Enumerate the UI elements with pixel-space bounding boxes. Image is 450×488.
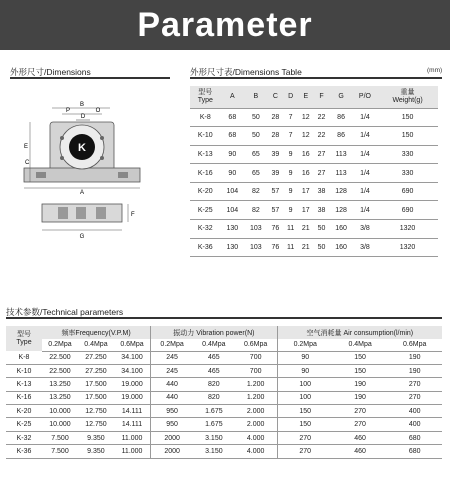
table-cell: 150 <box>333 351 388 364</box>
table-cell: 86 <box>329 127 353 146</box>
tech-group-frequency: 频率Frequency(V.P.M) <box>61 329 131 337</box>
label-G: G <box>79 234 85 240</box>
dim-col-header-en: C <box>272 92 278 100</box>
dim-col-header-5 <box>298 86 314 108</box>
table-cell: 16 <box>298 145 314 164</box>
table-cell: 270 <box>333 418 388 431</box>
table-cell: 160 <box>329 238 353 257</box>
dim-col-header-8 <box>353 86 377 108</box>
table-cell: 820 <box>193 378 235 391</box>
table-cell: 1320 <box>377 238 438 257</box>
table-cell: K-10 <box>6 364 42 377</box>
label-D: D <box>80 114 86 120</box>
dim-col-header-cn: 重量 <box>400 89 415 97</box>
dim-table-heading-text: 外形尺寸表/Dimensions Table <box>190 67 302 77</box>
table-cell: 90 <box>277 364 333 377</box>
label-A: A <box>79 190 85 196</box>
table-cell: 1.200 <box>235 391 278 404</box>
table-cell: 2.000 <box>235 405 278 418</box>
table-cell: 270 <box>277 445 333 458</box>
table-cell: 245 <box>151 364 193 377</box>
table-cell: 128 <box>329 182 353 201</box>
table-cell: 440 <box>151 391 193 404</box>
table-cell: 1320 <box>377 220 438 239</box>
label-F: F <box>131 212 135 218</box>
dim-col-header-en: F <box>319 92 324 100</box>
table-cell: 34.100 <box>114 364 151 377</box>
table-cell: 150 <box>277 418 333 431</box>
table-cell: 39 <box>268 145 284 164</box>
table-cell: K-8 <box>190 108 221 127</box>
table-cell: 27 <box>314 164 330 183</box>
dim-table-heading-underline <box>190 77 442 79</box>
table-cell: K-20 <box>6 405 42 418</box>
dim-col-header-cn: 型号 <box>198 89 213 97</box>
table-cell: 128 <box>329 201 353 220</box>
table-cell: 27 <box>314 145 330 164</box>
table-cell: 27.250 <box>78 351 114 364</box>
table-cell: 90 <box>221 164 245 183</box>
table-cell: 27.250 <box>78 364 114 377</box>
dim-col-header-7 <box>329 86 353 108</box>
pressure-header: 0.4Mpa <box>193 339 235 351</box>
table-cell: 11.000 <box>114 431 151 444</box>
table-cell: 12 <box>298 127 314 146</box>
label-C: C <box>25 160 30 166</box>
table-cell: 11 <box>283 220 298 239</box>
table-cell: 17 <box>298 182 314 201</box>
table-cell: 700 <box>235 351 278 364</box>
dim-col-header-2 <box>244 86 268 108</box>
table-cell: 150 <box>333 364 388 377</box>
table-row <box>190 164 438 183</box>
table-cell: 104 <box>221 182 245 201</box>
table-cell: 16 <box>298 164 314 183</box>
label-B: B <box>79 102 85 108</box>
table-cell: 11 <box>283 238 298 257</box>
dimensions-heading-text: 外形尺寸/Dimensions <box>10 67 91 77</box>
table-cell: 28 <box>268 127 284 146</box>
pressure-header: 0.4Mpa <box>78 339 114 351</box>
table-row <box>190 127 438 146</box>
tech-type-header <box>6 326 42 351</box>
table-row <box>190 238 438 257</box>
table-cell: 22 <box>314 108 330 127</box>
table-cell: K-16 <box>190 164 221 183</box>
dimensions-heading-underline <box>10 77 170 79</box>
bottom-view-port-1 <box>58 207 68 219</box>
table-cell: 14.111 <box>114 418 151 431</box>
table-cell: 245 <box>151 351 193 364</box>
dim-col-header-en: A <box>229 92 235 100</box>
label-E: E <box>24 144 29 150</box>
table-cell: 14.111 <box>114 405 151 418</box>
vibrator-drawing <box>10 86 170 266</box>
table-cell: 17 <box>298 201 314 220</box>
table-cell: 9.350 <box>78 445 114 458</box>
table-cell: 150 <box>277 405 333 418</box>
bottom-view-port-3 <box>96 207 106 219</box>
dim-col-header-en: P/O <box>358 92 371 100</box>
table-cell: 68 <box>221 108 245 127</box>
tech-type-en: Type <box>16 338 32 346</box>
table-cell: 57 <box>268 201 284 220</box>
table-cell: 50 <box>314 220 330 239</box>
table-row <box>6 418 442 431</box>
table-row <box>190 182 438 201</box>
pressure-header: 0.2Mpa <box>42 339 78 351</box>
table-cell: 19.000 <box>114 378 151 391</box>
label-O: O <box>95 108 101 114</box>
table-cell: 1/4 <box>353 164 377 183</box>
pressure-header: 0.6Mpa <box>387 339 442 351</box>
table-cell: 700 <box>235 364 278 377</box>
table-cell: 65 <box>244 164 268 183</box>
table-cell: 7 <box>283 108 298 127</box>
label-P: P <box>65 108 71 114</box>
table-cell: 10.000 <box>42 418 78 431</box>
table-row <box>190 201 438 220</box>
table-row <box>190 145 438 164</box>
table-cell: K-13 <box>190 145 221 164</box>
table-cell: 12 <box>298 108 314 127</box>
table-cell: 1.675 <box>193 418 235 431</box>
table-cell: 90 <box>221 145 245 164</box>
dim-col-header-en: E <box>303 92 309 100</box>
table-cell: 4.000 <box>235 445 278 458</box>
technical-table <box>6 326 442 459</box>
table-cell: 12.750 <box>78 405 114 418</box>
table-cell: 7 <box>283 127 298 146</box>
table-cell: 21 <box>298 220 314 239</box>
table-cell: 190 <box>333 391 388 404</box>
table-cell: 270 <box>333 405 388 418</box>
table-cell: 330 <box>377 164 438 183</box>
table-cell: 130 <box>221 238 245 257</box>
table-cell: 50 <box>244 108 268 127</box>
dim-table-unit: (mm) <box>427 67 443 74</box>
table-cell: 13.250 <box>42 378 78 391</box>
dimensions-heading <box>10 66 91 78</box>
table-cell: 22.500 <box>42 351 78 364</box>
dim-col-header-en: B <box>253 92 259 100</box>
table-cell: 2.000 <box>235 418 278 431</box>
table-row <box>6 351 442 364</box>
dim-col-header-6 <box>314 86 330 108</box>
table-cell: 820 <box>193 391 235 404</box>
tech-heading-text: 技术参数/Technical parameters <box>6 307 124 317</box>
table-cell: 950 <box>151 418 193 431</box>
table-cell: 50 <box>244 127 268 146</box>
table-cell: 1.675 <box>193 405 235 418</box>
dim-col-header-4 <box>283 86 298 108</box>
table-cell: 57 <box>268 182 284 201</box>
table-row <box>6 391 442 404</box>
dim-col-header-en: D <box>288 92 294 100</box>
dimension-drawing <box>10 86 170 266</box>
dim-col-header-0 <box>190 86 221 108</box>
pressure-header: 0.2Mpa <box>151 339 193 351</box>
table-cell: 690 <box>377 182 438 201</box>
table-cell: 440 <box>151 378 193 391</box>
dim-table-header-row <box>190 86 438 108</box>
table-cell: 10.000 <box>42 405 78 418</box>
table-cell: 680 <box>387 431 442 444</box>
table-row <box>190 220 438 239</box>
table-cell: 270 <box>277 431 333 444</box>
table-cell: 330 <box>377 145 438 164</box>
table-row <box>6 431 442 444</box>
table-cell: 76 <box>268 220 284 239</box>
table-cell: 130 <box>221 220 245 239</box>
pressure-header: 0.2Mpa <box>277 339 333 351</box>
table-cell: 113 <box>329 164 353 183</box>
dim-col-header-en: Type <box>197 96 213 104</box>
table-cell: 1/4 <box>353 145 377 164</box>
table-cell: 4.000 <box>235 431 278 444</box>
table-cell: 400 <box>387 405 442 418</box>
tech-heading <box>6 306 123 318</box>
table-cell: 7.500 <box>42 445 78 458</box>
table-cell: 190 <box>333 378 388 391</box>
table-cell: 9 <box>283 201 298 220</box>
table-cell: 103 <box>244 238 268 257</box>
table-cell: 100 <box>277 391 333 404</box>
table-cell: 2000 <box>151 445 193 458</box>
table-cell: K-32 <box>6 431 42 444</box>
table-cell: 28 <box>268 108 284 127</box>
table-cell: 76 <box>268 238 284 257</box>
table-cell: 1/4 <box>353 127 377 146</box>
label-K: K <box>78 142 86 154</box>
table-cell: K-25 <box>190 201 221 220</box>
table-cell: 9 <box>283 164 298 183</box>
table-cell: 1.200 <box>235 378 278 391</box>
bottom-view-port-2 <box>76 207 86 219</box>
pressure-header: 0.6Mpa <box>235 339 278 351</box>
dim-table-heading <box>190 66 302 78</box>
tech-heading-underline <box>6 317 442 319</box>
tech-pressure-row <box>6 339 442 351</box>
table-cell: 460 <box>333 431 388 444</box>
table-cell: 113 <box>329 145 353 164</box>
table-cell: K-13 <box>6 378 42 391</box>
table-row <box>6 445 442 458</box>
table-cell: 68 <box>221 127 245 146</box>
table-row <box>190 108 438 127</box>
table-cell: 190 <box>387 364 442 377</box>
tech-type-cn: 型号 <box>17 331 31 339</box>
table-cell: 400 <box>387 418 442 431</box>
table-cell: K-10 <box>190 127 221 146</box>
table-cell: K-36 <box>6 445 42 458</box>
table-cell: 690 <box>377 201 438 220</box>
table-cell: 12.750 <box>78 418 114 431</box>
table-row <box>6 364 442 377</box>
table-cell: 39 <box>268 164 284 183</box>
table-cell: 82 <box>244 182 268 201</box>
table-cell: 22.500 <box>42 364 78 377</box>
title-banner <box>0 0 450 50</box>
table-cell: 38 <box>314 201 330 220</box>
table-cell: 100 <box>277 378 333 391</box>
pressure-header: 0.4Mpa <box>333 339 388 351</box>
table-cell: 9 <box>283 145 298 164</box>
dim-col-header-en: G <box>338 92 344 100</box>
table-cell: K-8 <box>6 351 42 364</box>
dim-col-header-en: Weight(g) <box>392 96 423 104</box>
dim-col-header-3 <box>268 86 284 108</box>
dim-col-header-1 <box>221 86 245 108</box>
mount-slot-left <box>36 172 46 178</box>
dimensions-table <box>190 86 438 257</box>
table-cell: K-20 <box>190 182 221 201</box>
table-cell: 90 <box>277 351 333 364</box>
table-cell: 270 <box>387 378 442 391</box>
table-cell: 86 <box>329 108 353 127</box>
table-cell: 465 <box>193 351 235 364</box>
table-cell: 11.000 <box>114 445 151 458</box>
table-row <box>6 378 442 391</box>
table-cell: 680 <box>387 445 442 458</box>
tech-group-vibration: 振动力 Vibration power(N) <box>151 326 278 339</box>
table-cell: 3.150 <box>193 445 235 458</box>
table-cell: 160 <box>329 220 353 239</box>
table-cell: 9 <box>283 182 298 201</box>
table-cell: 65 <box>244 145 268 164</box>
table-cell: 17.500 <box>78 391 114 404</box>
page-title: Parameter <box>137 5 313 44</box>
table-cell: 22 <box>314 127 330 146</box>
table-cell: 950 <box>151 405 193 418</box>
table-cell: 17.500 <box>78 378 114 391</box>
table-cell: 3/8 <box>353 238 377 257</box>
table-cell: 19.000 <box>114 391 151 404</box>
table-cell: 7.500 <box>42 431 78 444</box>
table-cell: 465 <box>193 364 235 377</box>
table-cell: 103 <box>244 220 268 239</box>
tech-group-air: 空气消耗量 Air consumption(l/min) <box>277 326 442 339</box>
dim-col-header-9 <box>377 86 438 108</box>
table-cell: K-36 <box>190 238 221 257</box>
table-row <box>6 405 442 418</box>
table-cell: 460 <box>333 445 388 458</box>
table-cell: 190 <box>387 351 442 364</box>
table-cell: 104 <box>221 201 245 220</box>
table-cell: 38 <box>314 182 330 201</box>
table-cell: 3.150 <box>193 431 235 444</box>
table-cell: 1/4 <box>353 182 377 201</box>
table-cell: K-25 <box>6 418 42 431</box>
table-cell: K-16 <box>6 391 42 404</box>
table-cell: 1/4 <box>353 201 377 220</box>
table-cell: 34.100 <box>114 351 151 364</box>
pressure-header: 0.6Mpa <box>114 339 151 351</box>
table-cell: 82 <box>244 201 268 220</box>
table-cell: 21 <box>298 238 314 257</box>
table-cell: 3/8 <box>353 220 377 239</box>
table-cell: 1/4 <box>353 108 377 127</box>
table-cell: 9.350 <box>78 431 114 444</box>
table-cell: 150 <box>377 108 438 127</box>
mount-slot-right <box>118 172 128 178</box>
table-cell: 270 <box>387 391 442 404</box>
table-cell: 2000 <box>151 431 193 444</box>
table-cell: K-32 <box>190 220 221 239</box>
table-cell: 13.250 <box>42 391 78 404</box>
table-cell: 50 <box>314 238 330 257</box>
tech-group-row <box>6 326 442 339</box>
table-cell: 150 <box>377 127 438 146</box>
